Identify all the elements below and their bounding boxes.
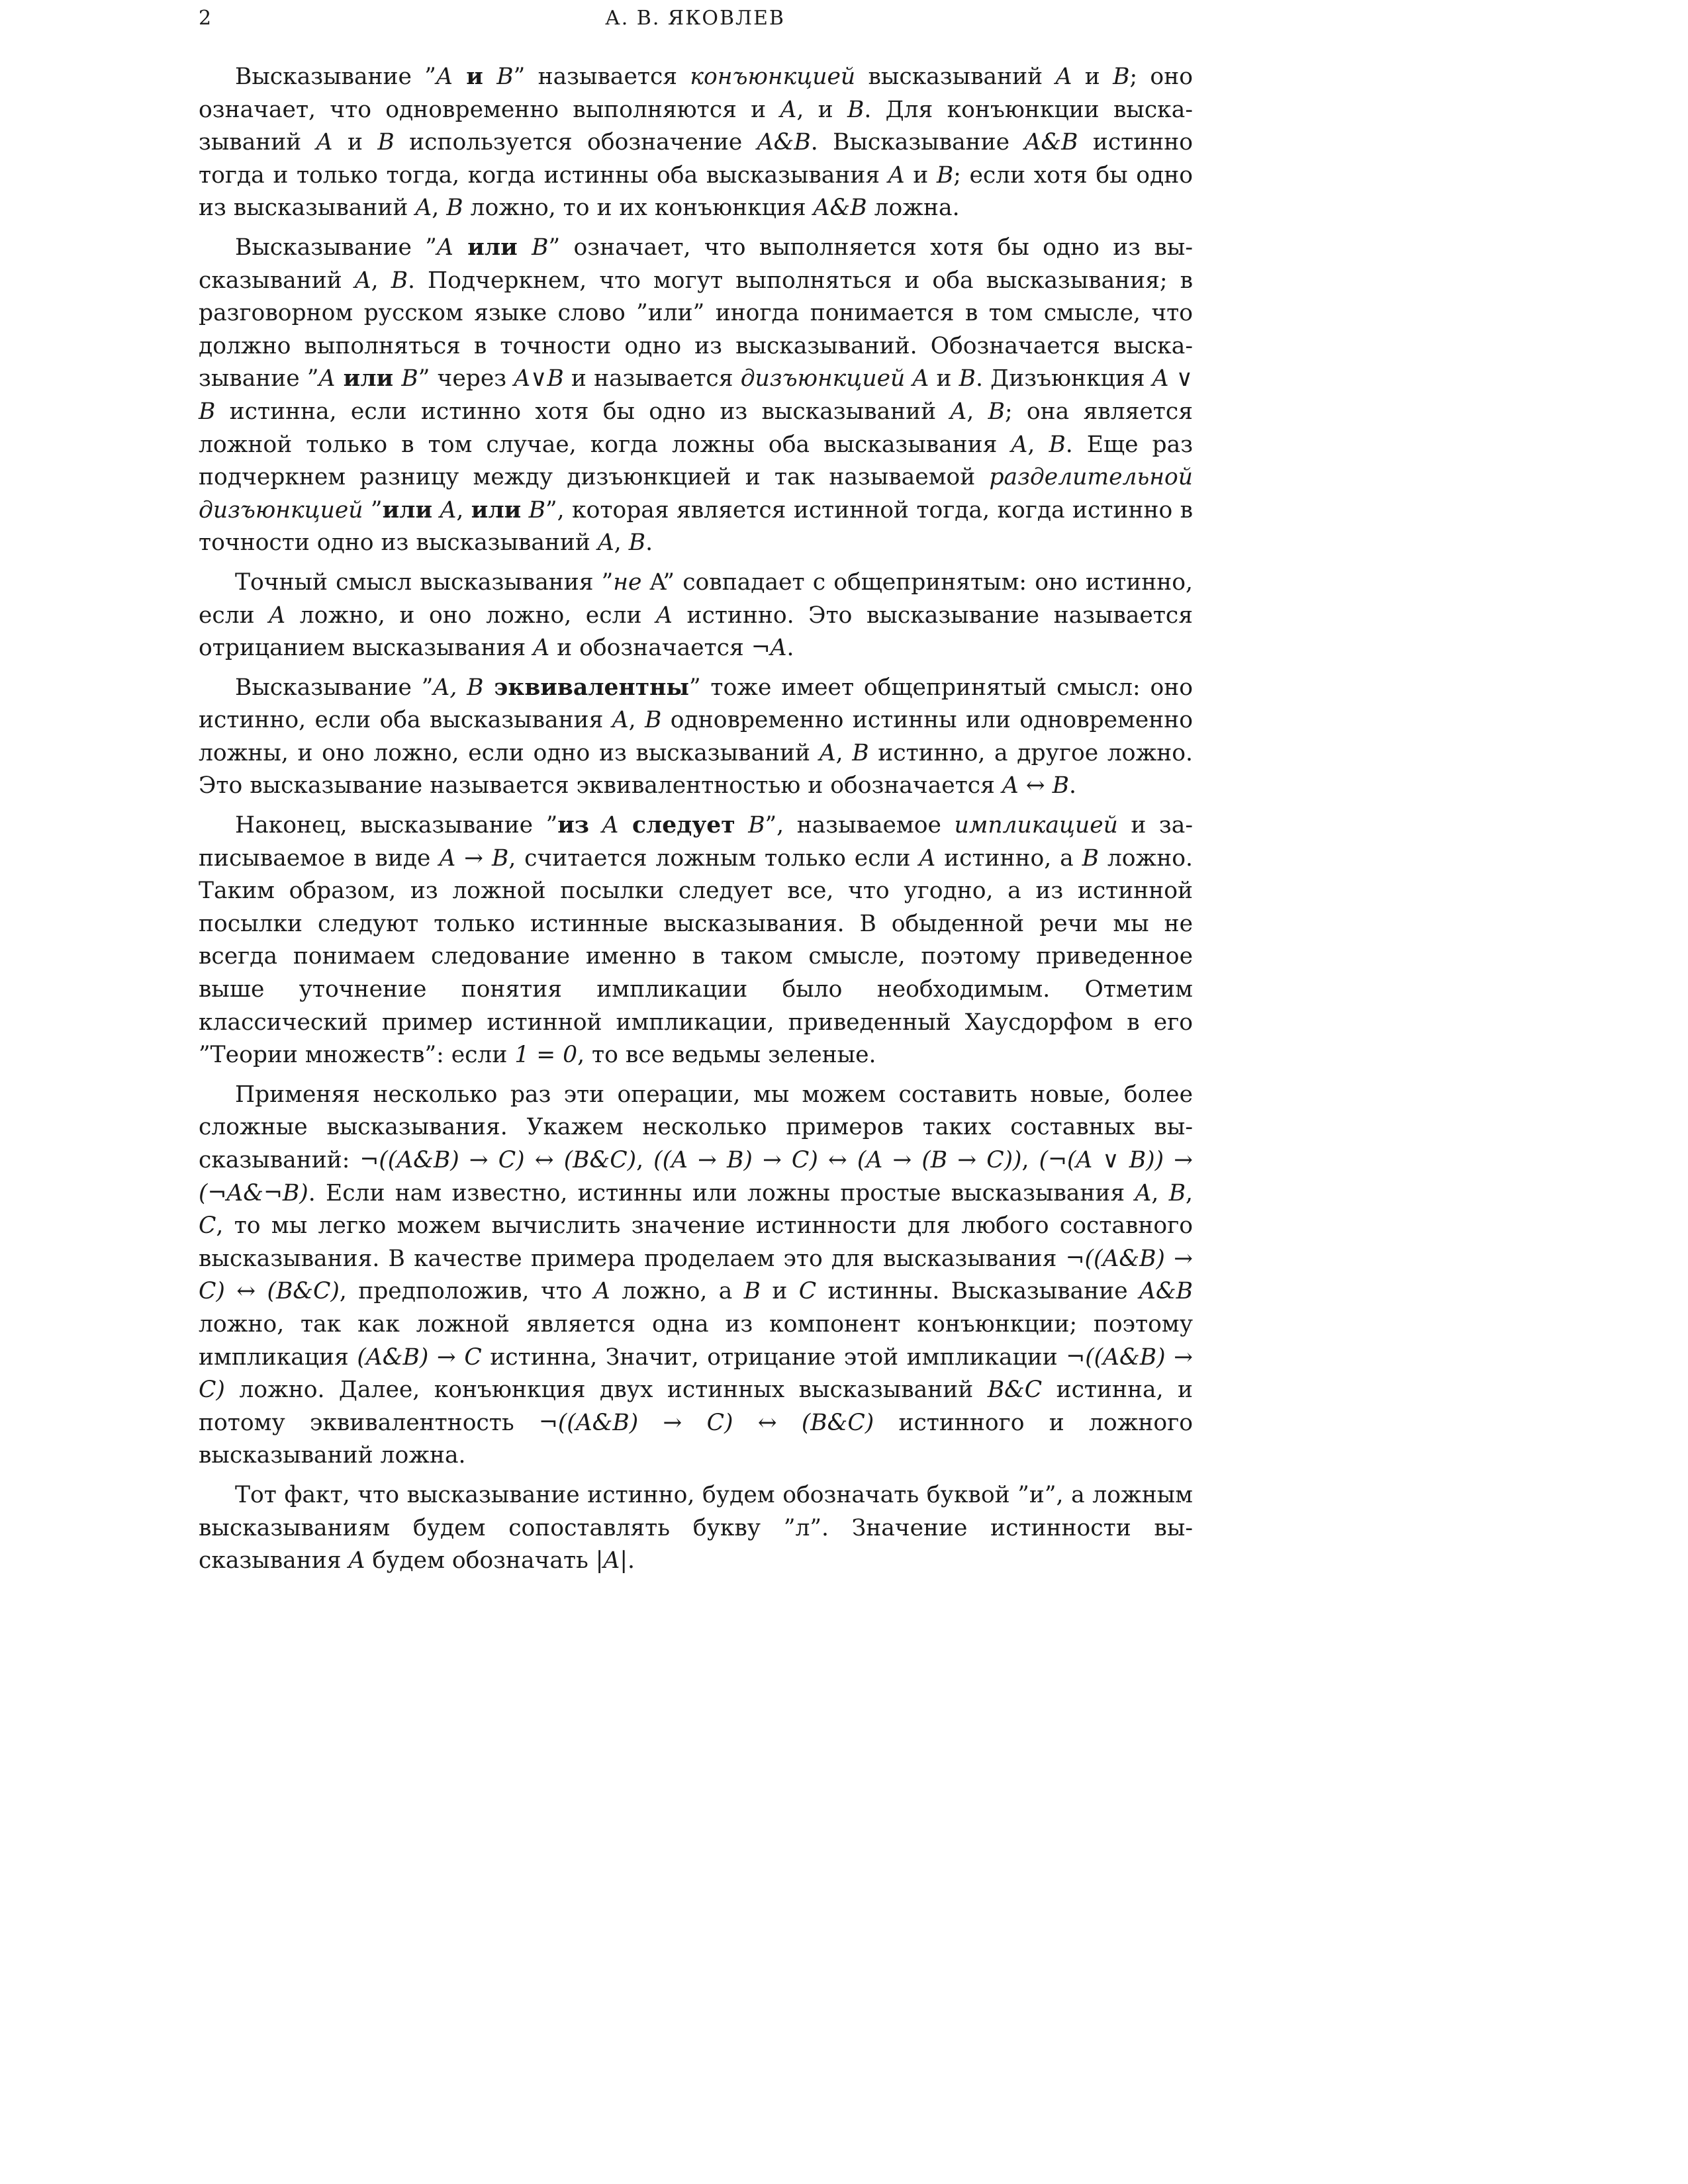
bold-term: следует [618,812,735,839]
math-expression: B [743,1278,761,1305]
text-run: используется обозначение [394,129,757,156]
text-run: . Подчеркнем, что могут выполняться и оба высказывания; в разговорном русском языке слово ”или” иногда понимается в том смысле, что должно выполняться в точности одно из высказываний. Обозначается высказывание ” [199,267,1194,392]
text-run: и записываемое в виде [199,812,1193,872]
text-run: и [761,1278,799,1305]
text-run: , [1186,1179,1194,1206]
text-run: , [1027,431,1049,458]
text-run: , [371,267,391,294]
math-expression: B [532,234,549,261]
bold-term: или [335,365,402,392]
text-run: и [929,365,959,392]
math-expression: A [912,365,929,392]
text-run: , предположив, что [339,1278,594,1305]
text-run: Высказывание ” [235,674,434,701]
text-run: , [432,195,447,222]
text-run: и [904,161,937,189]
text-run: истинно. Это высказывание называется отрицанием высказывания [199,602,1193,662]
bold-term: или [382,496,433,523]
paragraph-truth-values [199,1479,1193,1578]
math-expression: A&B [1139,1278,1193,1305]
paragraph-conjunction [199,61,1193,225]
math-expression: B&C [987,1377,1043,1404]
math-expression: ((A → B) → C) ↔ (A → (B → C)) [653,1147,1022,1173]
text-run: ложно, то и их конъюнкция [463,195,814,222]
math-expression: A ∨ B [199,365,1194,425]
math-expression: A → B [439,844,509,872]
text-run: истинно тогда и только тогда, когда истинны оба высказывания [199,129,1193,189]
emphasized-term: разделительной дизъюнкцией [199,464,1193,523]
text-run: истинно, а [935,844,1082,872]
math-expression: 1 = 0 [514,1042,578,1069]
text-run: истинного и ложного высказываний ложна. [199,1409,1194,1469]
math-expression: B [1049,431,1066,458]
text-run: ” означает, что выполняется хотя бы одно из высказываний [199,234,1193,294]
math-expression: B [377,129,395,156]
text-run [521,497,528,523]
text-run: ложно, а [610,1278,744,1305]
text-run: ложна. [867,195,960,222]
math-expression: A, B [433,674,484,701]
text-run: Наконец, высказывание ” [235,812,558,839]
emphasized-term: конъюнкцией [690,64,856,90]
text-run: Тот факт, что высказывание истинно, будем обозначать буквой ”и”, а ложным высказываниям будем сопоставлять букву ”л”. Значение истинности высказывания [199,1481,1193,1574]
math-expression: A [950,398,967,425]
text-run: , то все ведьмы зеленые. [577,1042,876,1069]
math-expression: A∨B [514,365,564,392]
text-run: Применяя несколько раз эти операции, мы можем составить новые, более сложные высказывания. Укажем несколько примеров таких составных высказываний: [199,1081,1193,1173]
emphasized-term: импликацией [954,812,1118,839]
math-expression: A [602,812,619,839]
text-run: ” [363,496,383,523]
text-run: . Высказывание [810,129,1025,156]
text-run: , [1021,1147,1039,1173]
text-run: , [835,739,853,766]
math-expression: A [269,602,286,629]
text-run: ; она является ложной только в том случае, когда ложны оба высказывания [199,398,1193,458]
text-run: и обозначается [549,635,751,662]
math-expression: B [628,529,646,557]
bold-term: или [471,496,522,523]
math-expression: A [415,195,432,222]
text-run: . Дизъюнкция [976,365,1152,392]
text-run: , то мы легко можем вычислить значение истинности для любого составного высказывания. В качестве примера проделаем это для высказывания [199,1212,1193,1272]
bold-term: из [557,812,589,839]
math-expression: ¬A [751,635,787,662]
text-run: , [614,529,629,557]
text-run: . Еще раз подчеркнем разницу между дизъюнкцией и так называемой [199,431,1194,491]
paragraph-equivalence [199,672,1193,803]
text-run [432,497,440,523]
text-run: ” через [418,365,514,392]
text-run: . [1068,772,1076,799]
bold-term: эквивалентны [483,674,689,701]
math-expression: B [446,195,463,222]
text-run: , считается ложным только если [508,844,919,872]
math-expression: A [1011,431,1028,458]
text-run: истинны. Высказывание [816,1278,1140,1305]
math-expression: |A| [595,1547,628,1574]
math-expression: B [852,739,869,766]
running-head: А. В. ЯКОВЛЕВ [605,7,785,30]
bold-term: или [453,234,532,261]
text-run: A” совпадает с общепринятым: оно истинно, если [199,569,1193,629]
math-expression: A [597,529,614,557]
math-expression: A [348,1547,365,1574]
math-expression: B [528,496,546,523]
page-number: 2 [199,7,212,30]
math-expression: ¬((A&B) → C) ↔ (B&C) [538,1409,874,1436]
math-expression: B [401,365,418,392]
text-run: . Если нам известно, истинны или ложны простые высказывания [308,1179,1135,1206]
text-run: , [966,398,988,425]
paragraph-compound-statements [199,1079,1193,1473]
text-run: истинна, и потому эквивалентность [199,1377,1193,1436]
text-run: , [636,1147,654,1173]
text-run: ложно, так как ложной является одна из компонент конъюнкции; поэтому импликация [199,1310,1193,1371]
text-run: Высказывание ” [235,64,436,90]
text-run: Высказывание ” [235,234,437,261]
text-run: ”, называемое [765,812,955,839]
text-run: истинна, Значит, отрицание этой импликации [481,1343,1066,1371]
math-expression: C [798,1278,817,1305]
math-expression: ¬((A&B) → C) ↔ (B&C) [359,1147,637,1173]
math-expression: A [1135,1179,1152,1206]
math-expression: ¬((A&B) → C) [199,1343,1194,1404]
math-expression: B [847,96,865,123]
text-run: . [645,529,653,557]
math-expression: (¬(A ∨ B)) → (¬A&¬B) [199,1147,1194,1206]
math-expression: A [780,96,797,123]
math-expression: A [318,365,336,392]
math-expression: A [593,1278,610,1305]
math-expression: ¬((A&B) → C) ↔ (B&C) [199,1245,1194,1305]
math-expression: B [644,707,662,734]
math-expression: A [354,267,371,294]
text-run: , [456,496,471,523]
text-run: и [1072,64,1113,90]
math-expression: A&B [757,129,811,156]
math-expression: A [316,129,333,156]
bold-term: и [452,64,497,90]
body-text [199,61,1193,1584]
math-expression: A [919,844,936,872]
math-expression: A [440,496,457,523]
math-expression: B [391,267,408,294]
math-expression: A ↔ B [1002,772,1069,799]
text-run: . [627,1547,635,1574]
math-expression: A [888,161,905,189]
paragraph-implication [199,809,1193,1072]
math-expression: A [533,635,550,662]
emphasized-term: дизъюнкцией [740,365,906,392]
text-run: одновременно истинны или одновременно ложны, и оно ложно, если одно из высказываний [199,707,1194,766]
math-expression: A [656,602,673,629]
text-run: ; оно означает, что одновременно выполняются и [199,64,1193,123]
text-run: высказываний [855,64,1056,90]
emphasized-term: не [613,569,642,596]
text-run: истинно, а другое ложно. Это высказывание называется эквивалентностью и обозначается [199,739,1194,799]
math-expression: B [1113,64,1130,90]
math-expression: A [819,739,836,766]
text-run: ” называется [513,64,690,90]
math-expression: A [612,707,629,734]
paragraph-negation [199,567,1193,665]
text-run: , [628,707,645,734]
text-run: , [1151,1179,1169,1206]
text-run: ложно. Далее, конъюнкция двух истинных высказываний [224,1377,988,1404]
text-run: . [786,635,794,662]
math-expression: A [1055,64,1072,90]
text-run: , и [796,96,847,123]
math-expression: A [436,64,453,90]
math-expression: B [1168,1179,1186,1206]
text-run: ложно. Таким образом, из ложной посылки следует все, что угодно, а из истинной посылки следуют только истинные высказывания. В обыденной речи мы не всегда понимаем следование именно в таком смысле, поэтому приведенное выше уточнение понятия импликации было необходимым. Отметим классический пример истинной импликации, приведенный Хаусдорфом в его ”Теории множеств”: если [199,844,1194,1069]
math-expression: B [988,398,1005,425]
text-run [589,812,602,839]
text-run: и [332,129,378,156]
math-expression: C [199,1212,216,1240]
text-run [735,812,749,839]
text-run: истинна, если истинно хотя бы одно из высказываний [215,398,951,425]
math-expression: B [959,365,976,392]
math-expression: (A&B) → C [357,1343,482,1371]
paragraph-disjunction [199,232,1193,560]
math-expression: B [1082,844,1099,872]
page-header [199,4,1192,33]
text-run [905,365,912,392]
math-expression: A&B [813,195,867,222]
text-run: и называется [563,365,741,392]
text-run: Точный смысл высказывания ” [235,569,614,596]
math-expression: B [936,161,954,189]
text-run: ложно, и оно ложно, если [285,602,657,629]
text-run: ” тоже имеет общепринятый смысл: оно истинно, если оба высказывания [199,674,1193,734]
math-expression: A&B [1024,129,1078,156]
math-expression: B [748,812,765,839]
text-run: ; если хотя бы одно из высказываний [199,161,1193,222]
math-expression: A [436,234,453,261]
text-run: будем обозначать [365,1547,596,1574]
text-run: ”, которая является истинной тогда, когда истинно в точности одно из высказываний [199,496,1194,557]
math-expression: B [496,64,514,90]
text-run: . Для конъюнкции высказываний [199,96,1193,156]
